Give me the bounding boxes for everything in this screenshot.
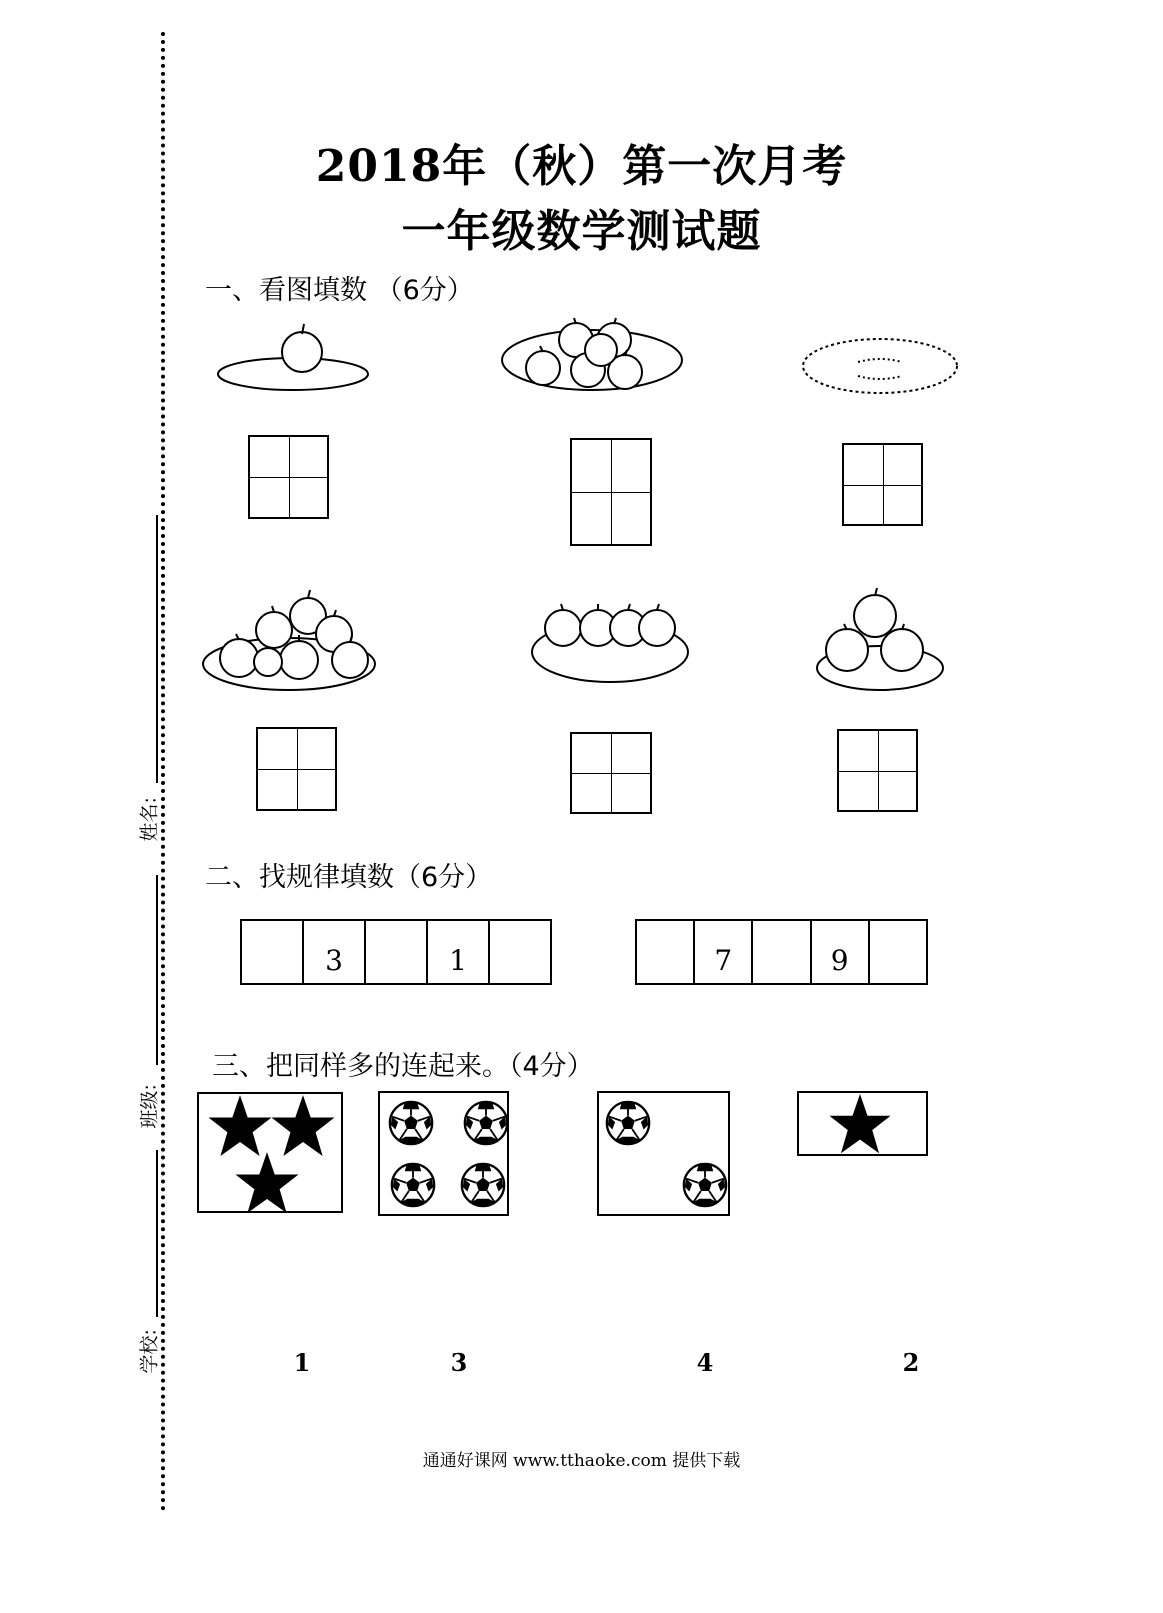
footer-credit: 通通好课网 www.tthaoke.com 提供下载: [422, 1451, 741, 1471]
sequence-cell: 9: [810, 921, 868, 983]
soccer-ball-icon: [392, 1164, 434, 1206]
class-label: 班级:: [138, 1084, 161, 1129]
match-number-2[interactable]: 3: [450, 1348, 468, 1377]
section3-heading: 三、把同样多的连起来。（4分）: [212, 1051, 594, 1082]
star-icon: [236, 1152, 299, 1213]
section2-heading: 二、找规律填数（6分）: [205, 862, 493, 893]
section1-heading: 一、看图填数 （6分）: [205, 275, 474, 306]
soccer-ball-icon: [684, 1164, 726, 1206]
box-four-balls: [379, 1092, 508, 1215]
soccer-ball-icon: [390, 1102, 432, 1144]
soccer-ball-icon: [465, 1102, 507, 1144]
star-icon: [829, 1094, 890, 1153]
box-two-balls: [598, 1092, 729, 1215]
star-icon: [272, 1095, 335, 1156]
page-subtitle: 一年级数学测试题: [401, 206, 762, 257]
school-label: 学校:: [138, 1329, 161, 1374]
match-number-4[interactable]: 2: [902, 1348, 920, 1377]
soccer-ball-icon: [462, 1164, 504, 1206]
box-three-stars: [198, 1093, 342, 1213]
sequence-cell: 3: [302, 921, 364, 983]
sequence-cell: 7: [693, 921, 751, 983]
match-number-1[interactable]: 1: [293, 1348, 311, 1377]
box-one-star: [798, 1092, 927, 1155]
star-icon: [209, 1095, 272, 1156]
page-title: 2018年（秋）第一次月考: [315, 141, 848, 192]
match-number-3[interactable]: 4: [696, 1348, 714, 1377]
sequence-cell: 1: [426, 921, 488, 983]
soccer-ball-icon: [607, 1102, 649, 1144]
name-label: 姓名:: [138, 797, 161, 842]
